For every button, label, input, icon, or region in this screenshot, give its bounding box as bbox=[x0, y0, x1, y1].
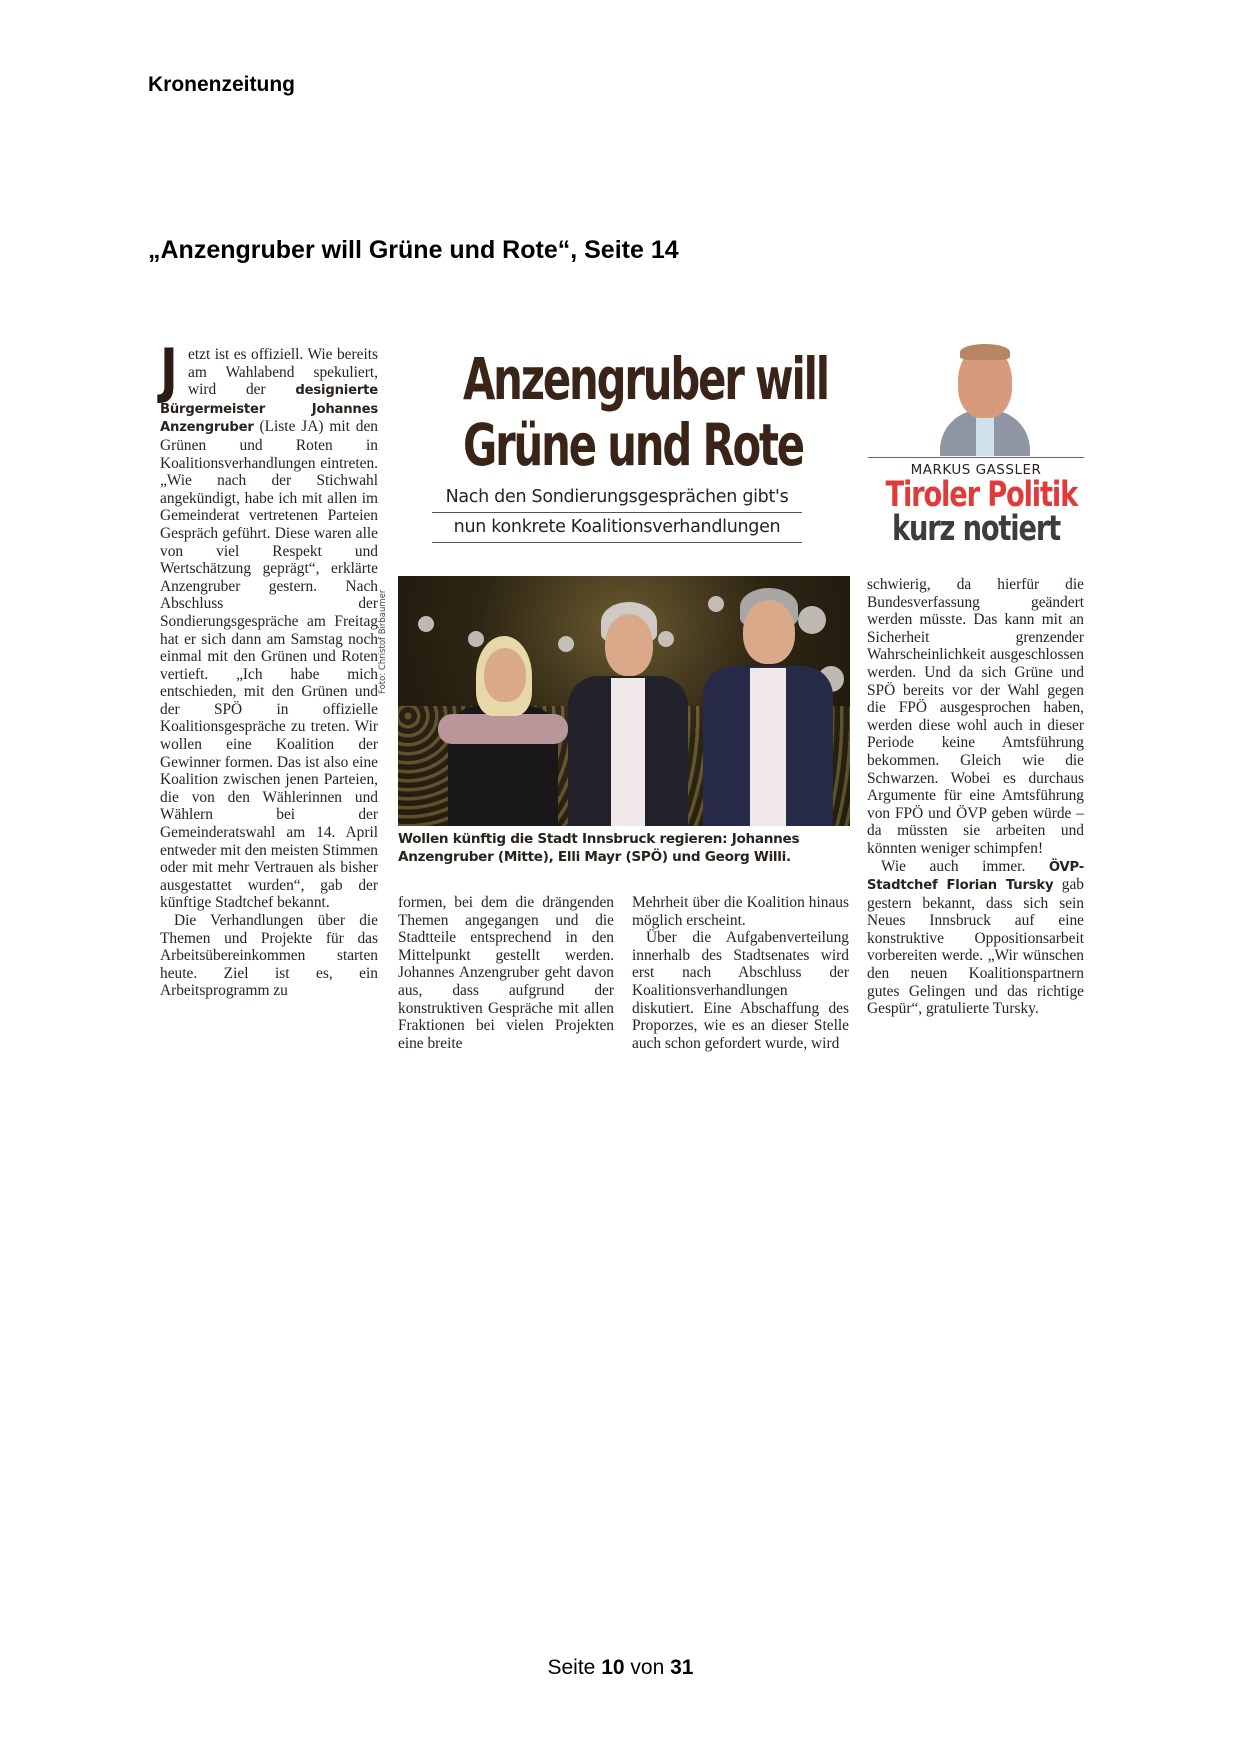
newspaper-clipping bbox=[160, 336, 1090, 1080]
body-paragraph: Über die Aufgabenverteilung innerhalb des Stadtsenates wird erst nach Abschluss der Koalitionsverhandlungen diskutiert. Eine Abschaffung des Proporzes, wie es an dieser Stelle auch schon gefordert wurde, wird bbox=[632, 929, 849, 1052]
article-column-2 bbox=[398, 894, 614, 1052]
drop-cap: J bbox=[160, 336, 178, 406]
page-separator: von bbox=[630, 1656, 665, 1679]
divider bbox=[868, 457, 1084, 458]
columnist-name: MARKUS GASSLER bbox=[910, 462, 1042, 478]
publication-name: Kronenzeitung bbox=[148, 73, 295, 96]
column-title-line-1: Tiroler Politik bbox=[885, 475, 1078, 515]
total-pages: 31 bbox=[670, 1656, 694, 1679]
page-footer bbox=[0, 1656, 1241, 1680]
headline-line-1: Anzengruber will bbox=[463, 345, 828, 413]
balloon bbox=[418, 616, 434, 632]
column-title bbox=[885, 475, 1078, 549]
body-text-bold: ÖVP-Stadtchef Florian Tursky bbox=[867, 859, 1084, 894]
headline-line-2: Grüne und Rote bbox=[463, 411, 803, 479]
subheadline-line-2: nun konkrete Koalitionsverhandlungen bbox=[432, 513, 802, 543]
article-reference: „Anzengruber will Grüne und Rote“, Seite 14 bbox=[148, 236, 679, 264]
body-text: Wie auch immer. bbox=[881, 857, 1049, 875]
column-text bbox=[867, 576, 1084, 1018]
current-page-number: 10 bbox=[601, 1656, 625, 1679]
body-paragraph: Mehrheit über die Koalition hinaus möglich erscheint. bbox=[632, 894, 849, 929]
page-label: Seite bbox=[547, 1656, 596, 1679]
person-georg-willi bbox=[698, 586, 838, 826]
article-photo bbox=[398, 576, 850, 826]
photo-caption: Wollen künftig die Stadt Innsbruck regieren: Johannes Anzengruber (Mitte), Elli Mayr (SPÖ) und Georg Willi. bbox=[398, 831, 800, 865]
body-paragraph: Die Verhandlungen über die Themen und Projekte für das Arbeitsübereinkommen starten heute. Ziel ist es, ein Arbeitsprogramm zu bbox=[160, 912, 378, 1000]
body-text-bold: designierte Bürgermeister Johannes Anzengruber bbox=[160, 383, 378, 436]
photo-credit: Foto: Christof Birbaumer bbox=[378, 589, 388, 694]
subheadline bbox=[432, 483, 802, 543]
headline bbox=[463, 345, 828, 479]
body-paragraph: schwierig, da hierfür die Bundesverfassung geändert werden müsste. Das kann mit an Sicherheit grenzender Wahrscheinlichkeit ausgeschlossen werden. Und da sich Grüne und SPÖ bereits vor der Wahl gegen die FPÖ ausgesprochen haben, werden diese wohl auch in dieser Periode keine Amtsführung bekommen. Gleich wie die Schwarzen. Wobei es durchaus Argumente für eine Amtsführung von FPÖ und ÖVP geben würde – da müssten sie arbeiten und könnten weniger schimpfen! bbox=[867, 576, 1084, 857]
columnist-portrait bbox=[930, 340, 1040, 456]
person-elli-mayr bbox=[438, 626, 568, 826]
article-column-1 bbox=[160, 336, 378, 1000]
column-title-line-2: kurz notiert bbox=[891, 509, 1061, 549]
body-text: etzt ist es offiziell. Wie bereits am Wahlabend spekuliert, wird der bbox=[188, 346, 378, 399]
subheadline-line-1: Nach den Sondierungsgesprächen gibt's bbox=[432, 483, 802, 513]
article-column-3 bbox=[632, 894, 849, 1052]
body-text: (Liste JA) mit den Grünen und Roten in Koalitionsverhandlungen eintreten. „Wie nach der Stichwahl angekündigt, habe ich mit allen im Gemeinderat vertretenen Parteien Gespräch geführt. Diese waren alle von viel Respekt und Wertschätzung geprägt“, erklärte Anzengruber gestern. Nach Abschluss der Sondierungsgespräche am Freitag hat er sich dann am Samstag noch einmal mit den Grünen und Roten vertieft. „Ich habe mich entschieden, mit den Grünen und der SPÖ in offizielle Koalitionsgespräche zu treten. Wir wollen eine Koalition der Gewinner formen. Das ist also eine Koalition zwischen jenen Parteien, die von den Wählerinnen und Wählern bei der Gemeinderatswahl am 14. April entweder mit den meisten Stimmen oder mit mehr Vertrauen als bisher ausgestattet wurden“, gab der künftige Stadtchef bekannt. bbox=[160, 418, 378, 912]
person-johannes-anzengruber bbox=[563, 596, 693, 826]
body-text: gab gestern bekannt, dass sich sein Neues Innsbruck auf eine konstruktive Oppositionsarbeit vorbereiten werde. „Wir wünschen den neuen Koalitionspartnern gutes Gelingen und das richtige Gespür“, gratulierte Tursky. bbox=[867, 876, 1084, 1018]
body-paragraph: formen, bei dem die drängenden Themen angegangen und die Stadtteile entsprechend in den Mittelpunkt gestellt werden. Johannes Anzengruber geht davon aus, dass aufgrund der konstruktiven Gespräche mit allen Fraktionen bei vielen Projekten eine breite bbox=[398, 894, 614, 1052]
